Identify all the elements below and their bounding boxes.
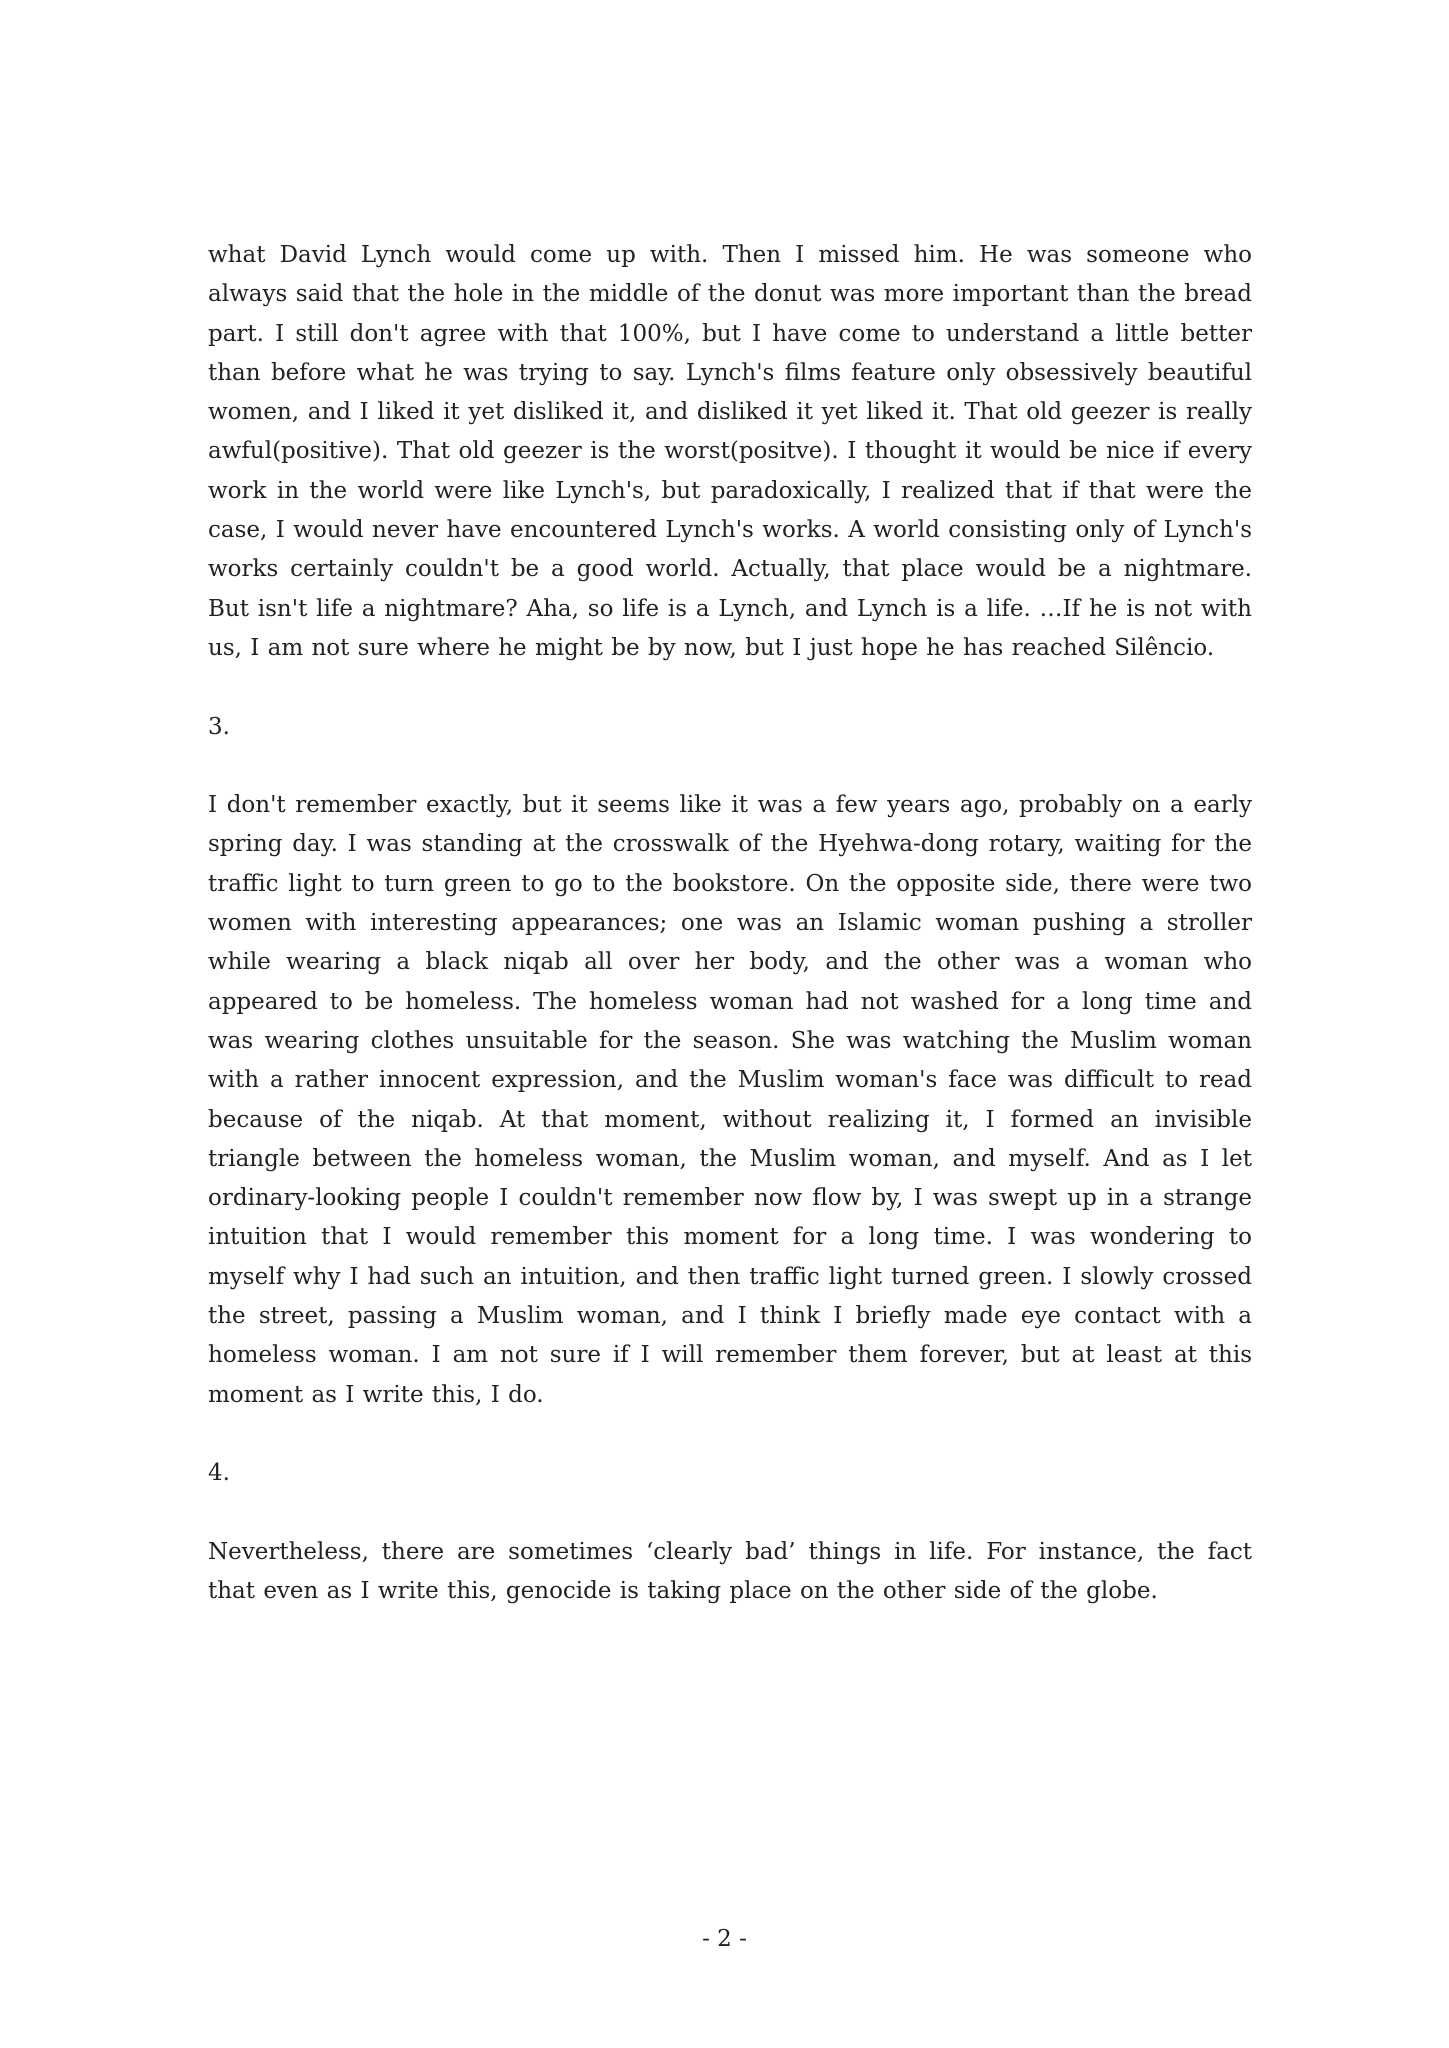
- paragraph-clearly-bad: Nevertheless, there are sometimes ‘clearly bad’ things in life. For instance, the fact that even as I write this, genocide is taking place on the other side of the globe.: [208, 1538, 1252, 1605]
- paragraph-spacer: [208, 668, 1252, 707]
- section-number-4: 4.: [208, 1460, 230, 1487]
- paragraph-crosswalk: I don't remember exactly, but it seems like it was a few years ago, probably on a early spring day. I was standing at the crosswalk of the Hyehwa-dong rotary, waiting for the traffic light to turn green to go to the bookstore. On the opposite side, there were two women with interesting appearances; one was an Islamic woman pushing a stroller while wearing a black niqab all over her body, and the other was a woman who appeared to be homeless. The homeless woman had not washed for a long time and was wearing clothes unsuitable for the season. She was watching the Muslim woman with a rather innocent expression, and the Muslim woman's face was difficult to read because of the niqab. At that moment, without realizing it, I formed an invisible triangle between the homeless woman, the Muslim woman, and myself. And as I let ordinary-looking people I couldn't remember now flow by, I was swept up in a strange intuition that I would remember this moment for a long time. I was wondering to myself why I had such an intuition, and then traffic light turned green. I slowly crossed the street, passing a Muslim woman, and I think I briefly made eye contact with a homeless woman. I am not sure if I will remember them forever, but at least at this moment as I write this, I do.: [208, 792, 1252, 1408]
- paragraph-spacer: [208, 747, 1252, 786]
- page-number: - 2 -: [702, 1926, 747, 1952]
- paragraph-spacer: [208, 1494, 1252, 1533]
- section-number-3: 3.: [208, 713, 230, 740]
- page-body: [208, 236, 1252, 1611]
- paragraph-lynch: what David Lynch would come up with. Then I missed him. He was someone who always said that the hole in the middle of the donut was more important than the bread part. I still don't agree with that 100%, but I have come to understand a little better than before what he was trying to say. Lynch's films feature only obsessively beautiful women, and I liked it yet disliked it, and disliked it yet liked it. That old geezer is really awful(positive). That old geezer is the worst(positve). I thought it would be nice if every work in the world were like Lynch's, but paradoxically, I realized that if that were the case, I would never have encountered Lynch's works. A world consisting only of Lynch's works certainly couldn't be a good world. Actually, that place would be a nightmare. But isn't life a nightmare? Aha, so life is a Lynch, and Lynch is a life. …If he is not with us, I am not sure where he might be by now, but I just hope he has reached Silêncio.: [208, 242, 1252, 661]
- paragraph-spacer: [208, 1415, 1252, 1454]
